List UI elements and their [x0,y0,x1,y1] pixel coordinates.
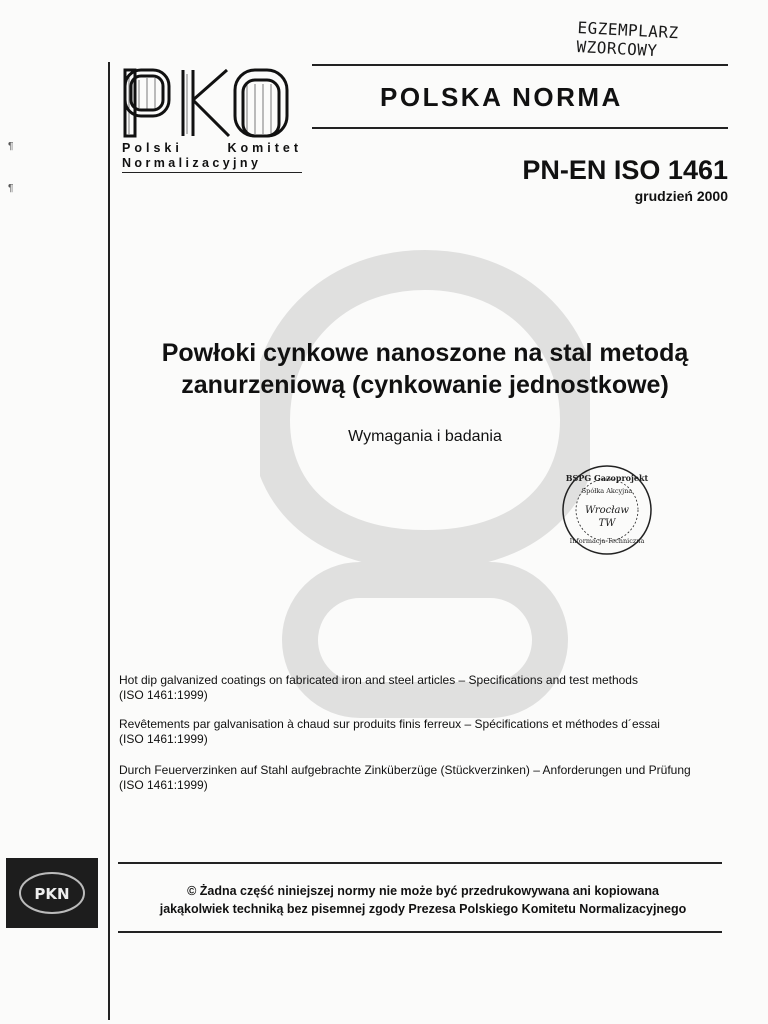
badge-logo-text: PKN [34,885,70,903]
header-bottom-rule [312,127,728,129]
english-title [119,673,734,703]
english-title-ref: (ISO 1461:1999) [119,688,208,702]
committee-name-line-2: Normalizacyjny [122,156,262,170]
french-title-ref: (ISO 1461:1999) [119,732,208,746]
notice-top-rule [118,862,722,864]
standard-designation: PN-EN ISO 1461 [522,155,728,185]
scan-margin-marks: ¶ ¶ [8,141,14,194]
document-type: POLSKA NORMA [380,82,623,112]
english-title-text: Hot dip galvanized coatings on fabricated iron and steel articles – Specifications and test methods [119,673,638,687]
pkn-logo [123,66,293,138]
committee-name-underline [122,172,302,173]
title-line-1: Powłoki cynkowe nanoszone na stal metodą [161,339,689,367]
copyright-notice [118,882,728,918]
seal-company-form: Spółka Akcyjna [581,487,633,495]
document-title [110,337,740,401]
notice-bottom-rule [118,931,722,933]
french-title [119,717,734,747]
seal-bottom-text: Informacja Techniczna [569,537,645,545]
document-subtitle: Wymagania i badania [348,428,502,445]
seal-top-text: BSPG Gazoprojekt [565,473,649,483]
company-seal [560,463,654,557]
hologram-badge [6,858,98,928]
notice-line-2: jakąkolwiek techniką bez pisemnej zgody Prezesa Polskiego Komitetu Normalizacyjnego [159,902,687,916]
header-top-rule [312,64,728,66]
committee-name-word-1: Polski [122,141,183,155]
notice-line-1: © Żadna część niniejszej normy nie może być przedrukowywana ani kopiowana [187,884,659,898]
seal-city: Wrocław [585,505,629,516]
sample-copy-stamp: EGZEMPLARZ WZORCOWY [576,18,680,61]
pkn-watermark [260,250,590,720]
seal-initials: TW [598,518,616,529]
french-title-text: Revêtements par galvanisation à chaud sur produits finis ferreux – Spécifications et méthodes d´essai [119,717,660,731]
german-title-ref: (ISO 1461:1999) [119,778,208,792]
title-line-2: zanurzeniową (cynkowanie jednostkowe) [181,371,669,399]
committee-name-word-2: Komitet [227,141,302,155]
publication-date: grudzień 2000 [634,188,728,204]
german-title [119,763,734,793]
left-margin-rule [108,62,110,1020]
committee-name [122,141,302,171]
german-title-text: Durch Feuerverzinken auf Stahl aufgebrachte Zinküberzüge (Stückverzinken) – Anforderungen und Prüfung [119,763,691,777]
